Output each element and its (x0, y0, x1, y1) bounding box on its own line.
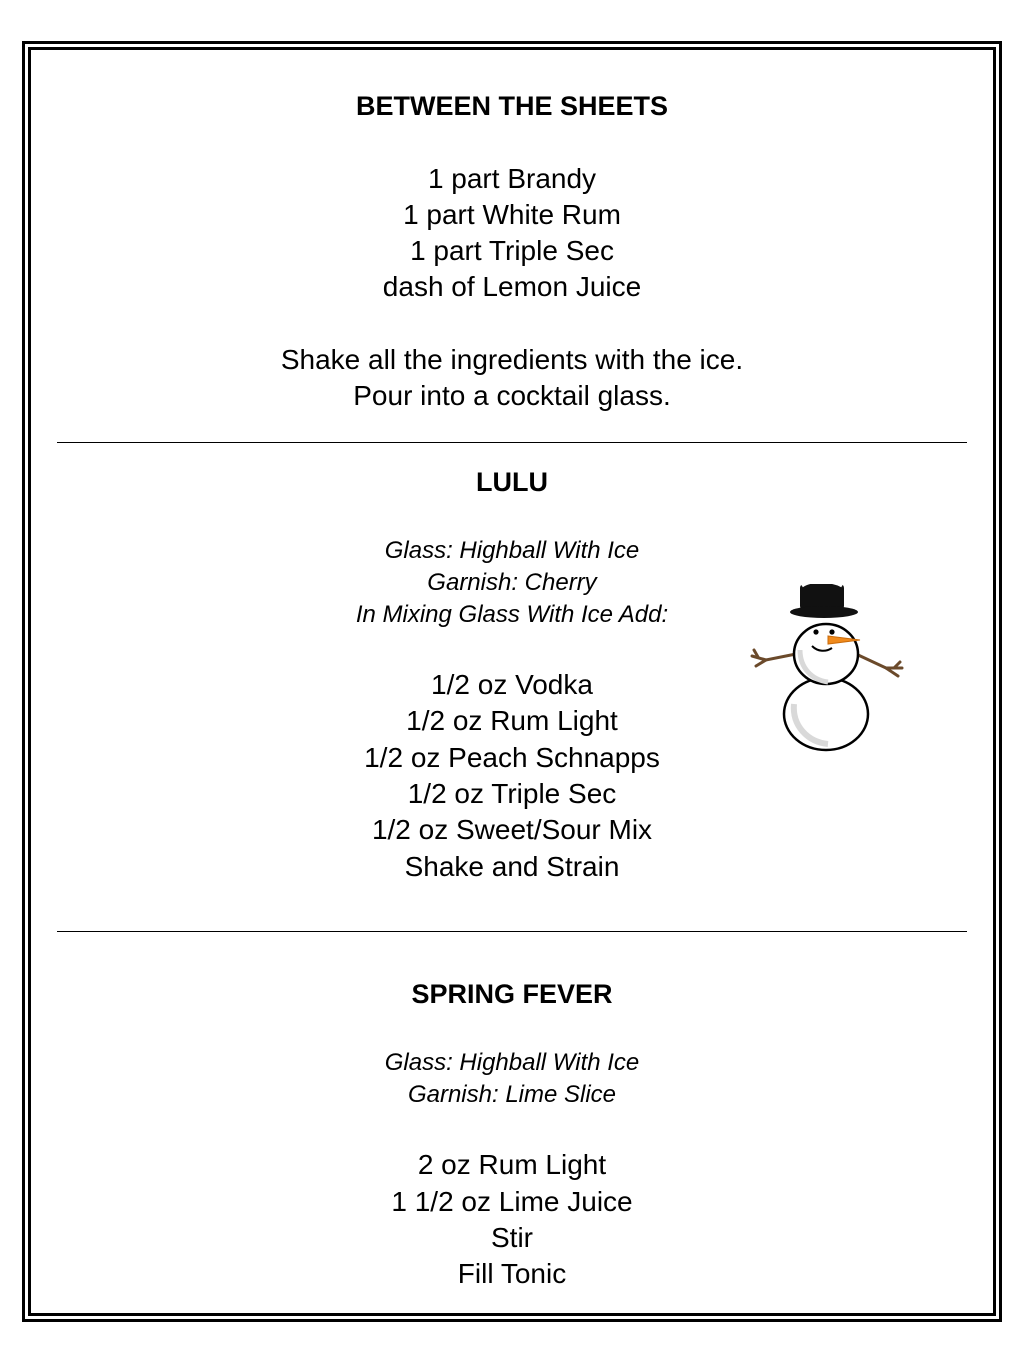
ingredient-line: Shake and Strain (404, 851, 620, 882)
ingredient-line: 1 1/2 oz Lime Juice (391, 1186, 633, 1217)
instruction-line: Shake all the ingredients with the ice. (280, 344, 744, 375)
ingredient-line: 1/2 oz Peach Schnapps (364, 742, 660, 773)
detail-line: Glass: Highball With Ice (384, 537, 640, 564)
ingredient-line: 1/2 oz Rum Light (406, 705, 618, 736)
detail-line: In Mixing Glass With Ice Add: (355, 601, 669, 628)
recipe-title: BETWEEN THE SHEETS (355, 91, 669, 121)
ingredient-line: 1/2 oz Triple Sec (407, 778, 617, 809)
snowman-icon (748, 576, 908, 752)
ingredient-line: Fill Tonic (457, 1258, 567, 1289)
detail-line: Garnish: Lime Slice (407, 1081, 617, 1108)
section-divider (57, 442, 967, 443)
ingredient-line: 2 oz Rum Light (417, 1149, 607, 1180)
detail-line: Glass: Highball With Ice (384, 1049, 640, 1076)
ingredient-line: Stir (491, 1222, 533, 1253)
detail-line: Garnish: Cherry (427, 569, 597, 596)
instruction-line: Pour into a cocktail glass. (353, 380, 671, 411)
ingredient-line: 1/2 oz Vodka (431, 669, 593, 700)
ingredient-line: 1 part Triple Sec (410, 235, 614, 266)
recipe-title: LULU (476, 467, 548, 497)
ingredient-line: 1/2 oz Sweet/Sour Mix (371, 814, 653, 845)
ingredient-line: 1 part Brandy (427, 163, 597, 194)
ingredient-line: dash of Lemon Juice (382, 271, 642, 302)
section-divider (57, 931, 967, 932)
recipe-title: SPRING FEVER (411, 979, 613, 1009)
ingredient-line: 1 part White Rum (403, 199, 621, 230)
